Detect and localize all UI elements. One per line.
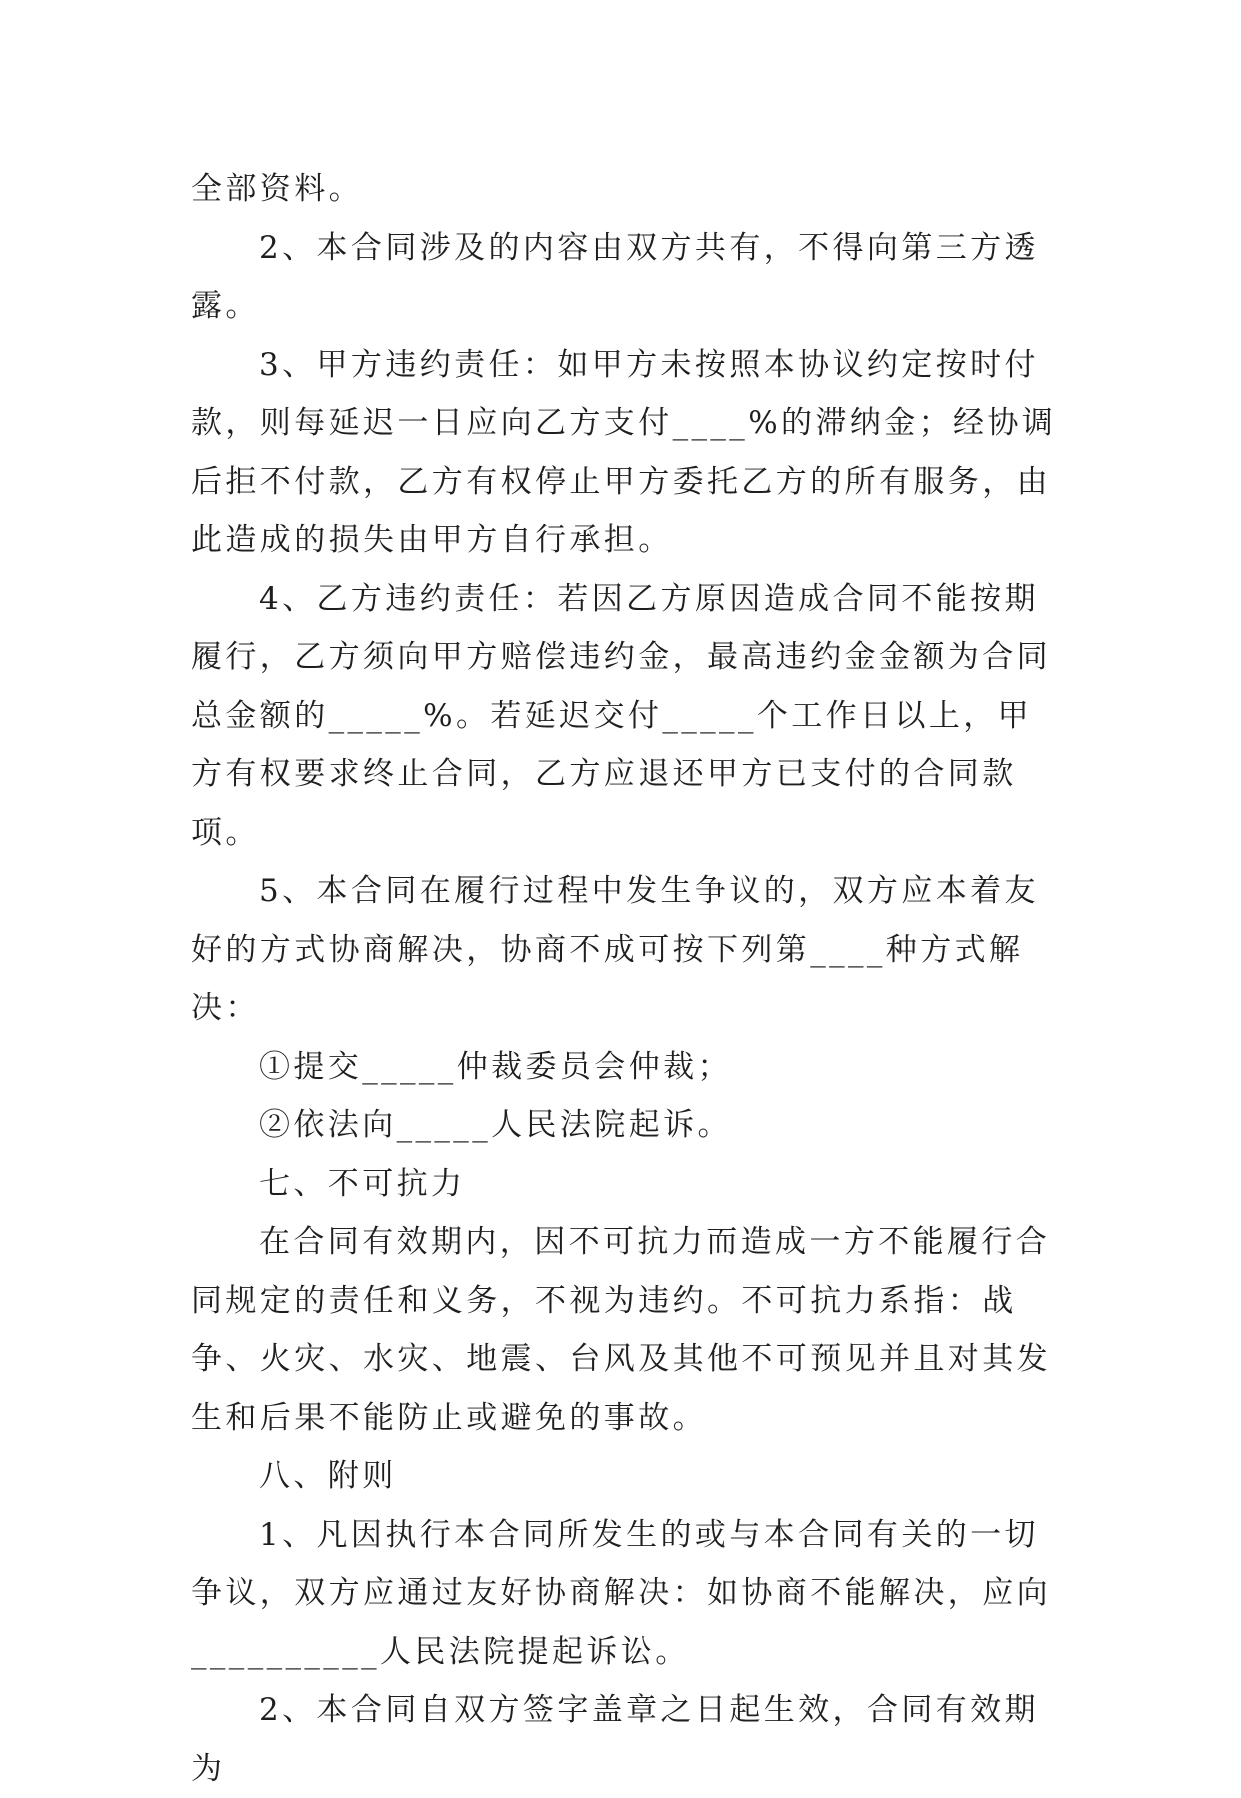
document-body bbox=[191, 160, 1061, 1798]
paragraph-3: 4、乙方违约责任：若因乙方原因造成合同不能按期履行，乙方须向甲方赔偿违约金，最高违约金金额为合同总金额的_____%。若延迟交付_____个工作日以上，甲方有权要求终止合同，乙方应退还甲方已支付的合同款项。 bbox=[191, 580, 1051, 851]
section-heading-force-majeure: 七、不可抗力 bbox=[259, 1165, 466, 1202]
paragraph-4: 5、本合同在履行过程中发生争议的，双方应本着友好的方式协商解决，协商不成可按下列第____种方式解决： bbox=[191, 873, 1039, 1026]
paragraph-6: ②依法向_____人民法院起诉。 bbox=[259, 1107, 732, 1143]
paragraph-5: ①提交_____仲裁委员会仲裁； bbox=[259, 1048, 732, 1085]
paragraph-2: 3、甲方违约责任：如甲方未按照本协议约定按时付款，则每延迟一日应向乙方支付____%的滞纳金；经协调后拒不付款，乙方有权停止甲方委托乙方的所有服务，由此造成的损失由甲方自行承担。 bbox=[191, 346, 1057, 558]
paragraph-8: 在合同有效期内，因不可抗力而造成一方不能履行合同规定的责任和义务，不视为违约。不可抗力系指：战争、火灾、水灾、地震、台风及其他不可预见并且对其发生和后果不能防止或避免的事故。 bbox=[191, 1224, 1051, 1436]
paragraph-0: 全部资料。 bbox=[191, 171, 363, 207]
paragraph-1: 2、本合同涉及的内容由双方共有，不得向第三方透露。 bbox=[191, 229, 1039, 324]
paragraph-10: 1、凡因执行本合同所发生的或与本合同有关的一切争议，双方应通过友好协商解决：如协商不能解决，应向__________人民法院提起诉讼。 bbox=[191, 1516, 1051, 1670]
paragraph-11: 2、本合同自双方签字盖章之日起生效，合同有效期为 bbox=[191, 1692, 1039, 1787]
section-heading-supplementary: 八、附则 bbox=[259, 1458, 397, 1494]
